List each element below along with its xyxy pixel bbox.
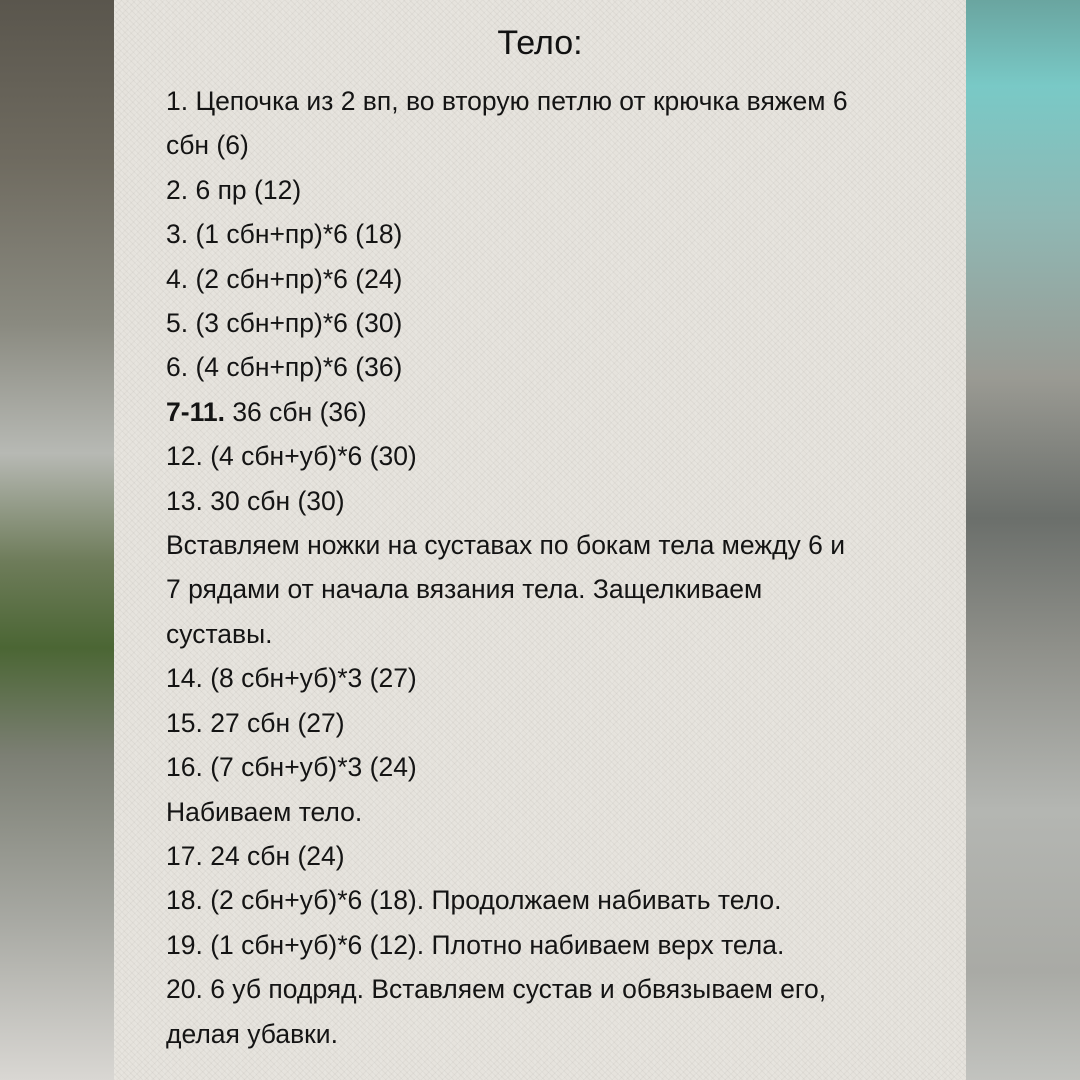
instruction-line: суставы. [166, 618, 273, 649]
blurred-background-left [0, 0, 114, 1080]
instruction-line: Набиваем тело. [166, 796, 363, 827]
instruction-line: 3. (1 сбн+пр)*6 (18) [166, 219, 403, 250]
instruction-line: 20. 6 уб подряд. Вставляем сустав и обвязываем его, [166, 974, 827, 1005]
instruction-line: 1. Цепочка из 2 вп, во вторую петлю от крючка вяжем 6 [166, 86, 848, 116]
instruction-line: 14. (8 сбн+уб)*3 (27) [166, 663, 417, 694]
instruction-line: делая убавки. [166, 1018, 338, 1049]
instruction-line: 2. 6 пр (12) [166, 174, 302, 205]
instruction-line: 15. 27 сбн (27) [166, 707, 345, 738]
instruction-line: 12. (4 сбн+уб)*6 (30) [166, 441, 417, 472]
blurred-background-right [966, 0, 1080, 1080]
row-range-label: 7-11. [166, 396, 225, 427]
instruction-line [166, 390, 936, 434]
instruction-line: 17. 24 сбн (24) [166, 840, 345, 871]
instruction-line: 18. (2 сбн+уб)*6 (18). Продолжаем набивать тело. [166, 885, 782, 916]
pattern-card [114, 0, 966, 1080]
row-range-text: 36 сбн (36) [224, 396, 367, 427]
instruction-line: 4. (2 сбн+пр)*6 (24) [166, 263, 403, 294]
instruction-line: Вставляем ножки на суставах по бокам тела между 6 и [166, 530, 846, 561]
instruction-line: 7 рядами от начала вязания тела. Защелкиваем [166, 574, 763, 605]
page-title: Тело: [497, 24, 583, 62]
instruction-line: 16. (7 сбн+уб)*3 (24) [166, 752, 417, 783]
instruction-line: 5. (3 сбн+пр)*6 (30) [166, 308, 403, 339]
instruction-line: 19. (1 сбн+уб)*6 (12). Плотно набиваем верх тела. [166, 929, 785, 960]
instruction-line: 13. 30 сбн (30) [166, 485, 345, 516]
pattern-instructions [166, 79, 936, 1056]
instruction-line: 6. (4 сбн+пр)*6 (36) [166, 352, 403, 383]
instruction-line: сбн (6) [166, 130, 249, 161]
